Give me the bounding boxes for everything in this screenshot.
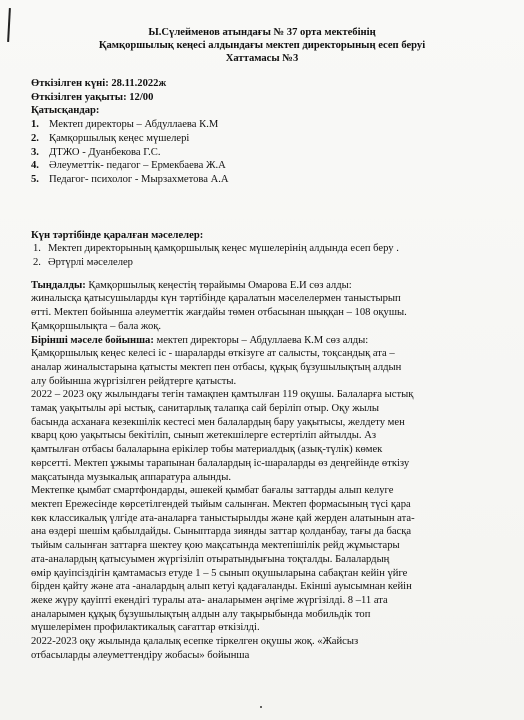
line-text: 2022 – 2023 оқу жылындағы тегін тамақпен қамтылған 119 оқушы. Балаларға ыстық (31, 389, 414, 401)
document-content (31, 26, 493, 662)
meeting-date: Өткізілген күні: 28.11.2022ж (31, 78, 167, 89)
text-line (31, 635, 493, 649)
attendee-item (31, 132, 493, 146)
title-line-school: Ы.Сүлейменов атындағы № 37 орта мектебінің (148, 27, 376, 38)
text-line (31, 539, 493, 553)
attendee-text: Педагог- психолог - Мырзахметова А.А (49, 173, 229, 185)
line-text: Қамқоршылық кеңестің төрайымы Омарова Е.И сөз алды: (85, 279, 352, 291)
text-line (31, 457, 493, 471)
line-text: өмір қауіпсіздігін қамтамасыз етуде 1 – 5 сынып оқушыларына сабақтан кейін үйге (31, 567, 408, 579)
text-line (31, 621, 493, 635)
text-line (31, 498, 493, 512)
line-text: жеке жүру қауіпті екендігі туралы ата- аналарымен әңгіме жүргізілді. 8 –11 ата (31, 594, 388, 606)
attendee-item (31, 118, 493, 132)
paragraph-first-issue (31, 334, 493, 485)
title-line-report: Қамқоршылық кеңесі алдындағы мектеп директорының есеп беруі (98, 40, 426, 51)
line-text: Қамқоршылықта – бала жоқ. (31, 320, 162, 332)
attendee-number: 2. (31, 132, 39, 144)
line-text: аналар жиналыстарына қатысты мектеп пен отбасы, құқық бұзушылықтың алдын (31, 361, 402, 373)
line-text: 2022-2023 оқу жылында қалалық есепке тіркелген оқушы жоқ. «Жайсыз (31, 636, 359, 648)
attendee-number: 5. (31, 173, 39, 185)
text-line (31, 334, 493, 348)
line-text: тыйым салынған заттарға шектеу қою мақсатында мектепішілік рейд жұмыстары (31, 540, 400, 552)
text-line (31, 525, 493, 539)
text-line (31, 416, 493, 430)
line-text: Мектепке қымбат смартфондарды, әшекей қымбат бағалы заттарды алып келуге (31, 485, 394, 497)
paragraph-registry (31, 635, 493, 662)
line-text: мақсатында музыкалық аппаратура алынды. (31, 471, 231, 483)
agenda-text: Мектеп директорының қамқоршылық кеңес мүшелерінің алдында есеп беру . (48, 243, 399, 255)
text-line (31, 484, 493, 498)
agenda-heading: Күн тәртібінде қаралған мәселелер: (31, 229, 204, 241)
text-line (31, 388, 493, 402)
meeting-time: Өткізілген уақыты: 12/00 (31, 91, 154, 103)
text-line (31, 306, 493, 320)
text-line (31, 429, 493, 443)
document-title (31, 26, 493, 65)
line-text: аналарымен құқық бұзушылықтың алдын алу тақырыбында мобильдік топ (31, 608, 371, 620)
line-text: отбасыларды әлеуметтендіру жобасы» бойынша (31, 649, 250, 661)
attendee-number: 4. (31, 160, 39, 172)
line-text: басында асханаға кезекшілік кестесі мен балалардың бару уақытысы, желдету мен (31, 416, 405, 428)
meeting-meta (31, 77, 493, 118)
agenda-text: Әртүрлі мәселелер (48, 257, 133, 269)
text-line (31, 292, 493, 306)
text-line (31, 361, 493, 375)
text-line (31, 347, 493, 361)
line-text: бірден қайту және ата -аналардың алып кетуі қадағаланды. Екінші ауысымнан кейін (31, 581, 412, 593)
text-line (31, 279, 493, 293)
text-line (31, 567, 493, 581)
bold-lead: Бірінші мәселе бойынша: (31, 334, 154, 346)
line-text: көрсетті. Мектеп ұжымы тарапынан балалардың іс-шараларды өз деңгейінде өткізу (31, 457, 410, 469)
agenda-item (31, 242, 493, 256)
text-line (31, 443, 493, 457)
attendee-item (31, 173, 493, 187)
attendee-text: Қамқоршылық кеңес мүшелері (49, 132, 190, 144)
line-text: ана өздері шешім қабылдайды. Сыныптарда зиянды заттар қолданбау, тағы да басқа (31, 526, 412, 538)
text-line (31, 580, 493, 594)
pen-mark (7, 8, 11, 42)
title-line-protocol: Хаттамасы №3 (225, 53, 299, 64)
line-text: мектеп директоры – Абдуллаева К.М сөз алды: (153, 334, 369, 346)
line-text: ата-аналардың қатысуымен жүргізіліп отыратындығына тоқталды. Балалардың (31, 553, 390, 565)
bold-lead: Тыңдалды: (31, 279, 86, 291)
page-dot (260, 706, 262, 708)
agenda-number: 1. (33, 243, 41, 255)
text-line (31, 649, 493, 663)
text-line (31, 512, 493, 526)
attendee-item (31, 146, 493, 160)
paragraph-school-rules (31, 484, 493, 635)
text-line (31, 320, 493, 334)
agenda-list (31, 242, 493, 269)
attendee-text: Мектеп директоры – Абдуллаева К.М (49, 119, 219, 131)
attendee-text: ДТЖО - Дуанбекова Г.С. (49, 146, 161, 158)
agenda-item (31, 256, 493, 270)
line-text: жиналысқа қатысушыларды күн тәртібінде қаралатын мәселелермен таныстырып (31, 293, 401, 305)
attendees-list (31, 118, 493, 187)
line-text: кварц қою уақытысы бекітіліп, сынып жетекшілерге естертіліп айтылды. Аз (31, 430, 377, 442)
text-line (31, 402, 493, 416)
line-text: тамақ уақытылы әрі ыстық, санитарлық талапқа сай беріліп отыр. Оқу жылы (31, 403, 380, 415)
line-text: Қамқоршылық кеңес келесі іс - шараларды өткізуге ат салысты, тоқсандық ата – (31, 348, 395, 360)
paragraph-heard (31, 279, 493, 334)
attendee-number: 1. (31, 119, 39, 131)
text-line (31, 594, 493, 608)
attendee-item (31, 159, 493, 173)
attendee-text: Әлеуметтік- педагог – Ермекбаева Ж.А (49, 160, 226, 172)
text-line (31, 608, 493, 622)
agenda-number: 2. (33, 257, 41, 269)
line-text: алу бойынша жүргізілген рейдтерге қатысты. (31, 375, 237, 387)
attendee-number: 3. (31, 146, 39, 158)
line-text: қамтылған отбасы балаларына ерікілер тобы материалдық (азық-түлік) көмек (31, 444, 383, 456)
line-text: мүшелерімен профилактикалық сағаттар өткізілді. (31, 622, 260, 634)
line-text: өтті. Мектеп бойынша әлеуметтік жағдайы төмен отбасынан шыққан – 108 оқушы. (31, 307, 407, 319)
text-line (31, 375, 493, 389)
text-line (31, 471, 493, 485)
attendees-heading: Қатысқандар: (31, 105, 100, 117)
line-text: көк классикалық үлгіде ата-аналарға таныстырылды және қай жерден алатынын ата- (31, 512, 415, 524)
line-text: мектеп Ережесінде көрсетілгендей тыйым салынған. Мектеп формасының түсі қара (31, 498, 411, 510)
text-line (31, 553, 493, 567)
